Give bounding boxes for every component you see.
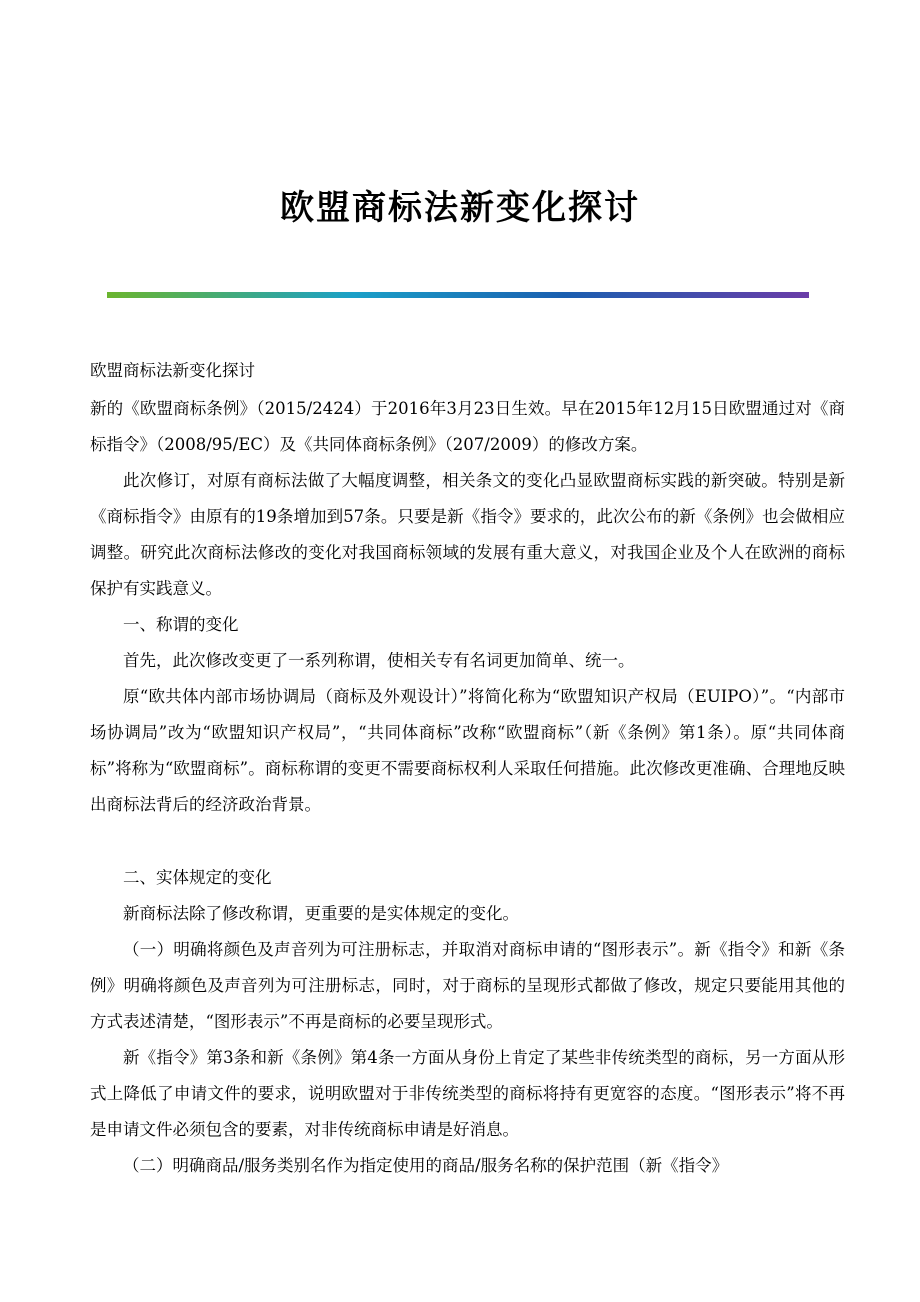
document-body	[90, 353, 845, 1184]
subtitle-paragraph: 欧盟商标法新变化探讨	[90, 361, 255, 380]
paragraph: 原“欧共体内部市场协调局（商标及外观设计）”将简化称为“欧盟知识产权局（EUIPO）”。“内部市场协调局”改为“欧盟知识产权局”，“共同体商标”改称“欧盟商标”（新《条例》第1条）。原“共同体商标”将称为“欧盟商标”。商标称谓的变更不需要商标权利人采取任何措施。此次修改更准确、合理地反映出商标法背后的经济政治背景。	[90, 687, 845, 814]
paragraph: 新《指令》第3条和新《条例》第4条一方面从身份上肯定了某些非传统类型的商标，另一方面从形式上降低了申请文件的要求，说明欧盟对于非传统类型的商标将持有更宽容的态度。“图形表示”将不再是申请文件必须包含的要素，对非传统商标申请是好消息。	[90, 1048, 845, 1139]
paragraph: （二）明确商品/服务类别名作为指定使用的商品/服务名称的保护范围（新《指令》	[123, 1156, 729, 1175]
paragraph: 首先，此次修改变更了一系列称谓，使相关专有名词更加简单、统一。	[123, 651, 635, 670]
spacer	[90, 823, 845, 860]
paragraph: （一）明确将颜色及声音列为可注册标志，并取消对商标申请的“图形表示”。新《指令》和新《条例》明确将颜色及声音列为可注册标志，同时，对于商标的呈现形式都做了修改，规定只要能用其他的方式表述清楚，“图形表示”不再是商标的必要呈现形式。	[90, 940, 845, 1031]
paragraph: 新商标法除了修改称谓，更重要的是实体规定的变化。	[123, 904, 519, 923]
paragraph: 新的《欧盟商标条例》（2015/2424）于2016年3月23日生效。早在2015年12月15日欧盟通过对《商标指令》（2008/95/EC）及《共同体商标条例》（207/2009）的修改方案。	[90, 399, 845, 454]
document-title: 欧盟商标法新变化探讨	[280, 188, 640, 228]
title-divider	[107, 292, 809, 298]
paragraph: 此次修订，对原有商标法做了大幅度调整，相关条文的变化凸显欧盟商标实践的新突破。特别是新《商标指令》由原有的19条增加到57条。只要是新《指令》要求的，此次公布的新《条例》也会做相应调整。研究此次商标法修改的变化对我国商标领域的发展有重大意义，对我国企业及个人在欧洲的商标保护有实践意义。	[90, 471, 845, 598]
section-heading: 二、实体规定的变化	[123, 868, 272, 887]
section-heading: 一、称谓的变化	[123, 615, 239, 634]
